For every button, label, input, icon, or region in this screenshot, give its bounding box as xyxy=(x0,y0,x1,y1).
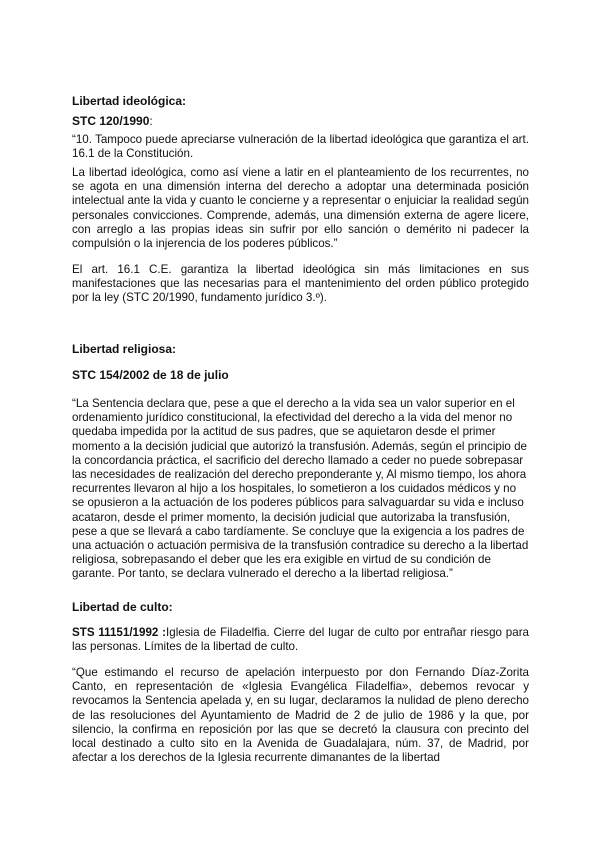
quote-religiosa: “La Sentencia declara que, pese a que el derecho a la vida sea un valor superior en el ordenamiento jurídico constitucional, la efectividad del derecho a la vida del menor no quedaba impedida por la actitud de sus padres, que se aquietaron desde el primer momento a la decisión judicial que autorizó la transfusión. Además, según el principio de la concordancia práctica, el sacrificio del derecho llamado a ceder no puede sobrepasar las necesidades de realización del derecho preponderante y, Al mismo tiempo, los ahora recurrentes llevaron al hijo a los hospitales, lo sometieron a los cuidados médicos y no se opusieron a la actuación de los poderes públicos para salvaguardar su vida e incluso acataron, desde el primer momento, la decisión judicial que autorizaba la transfusión, pese a que se llevará a cabo tardíamente. Se concluye que la exigencia a los padres de una actuación o actuación permisiva de la transfusión contradice su derecho a la libertad religiosa, sobrepasando el deber que les era exigible en virtud de su condición de garante. Por tanto, se declara vulnerado el derecho a la libertad religiosa.” xyxy=(72,397,529,581)
quote-ideologica-p1: “10. Tampoco puede apreciarse vulneración de la libertad ideológica que garantiza el art. 16.1 de la Constitución. xyxy=(72,133,529,161)
quote-culto: “Que estimando el recurso de apelación interpuesto por don Fernando Díaz-Zorita Canto, en representación de «Iglesia Evangélica Filadelfia», debemos revocar y revocamos la Sentencia apelada y, en su lugar, declaramos la nulidad de pleno derecho de las resoluciones del Ayuntamiento de Madrid de 2 de julio de 1986 y la que, por silencio, la confirma en reposición por las que se decretó la clausura con precinto del local destinado a culto sito en la Avenida de Guadalajara, núm. 37, de Madrid, por afectar a los derechos de la Iglesia recurrente dimanantes de la libertad xyxy=(72,666,529,765)
quote-ideologica-p2: La libertad ideológica, como así viene a latir en el planteamiento de los recurrentes, no se agota en una dimensión interna del derecho a adoptar una determinada posición intelectual ante la vida y cuanto le concierne y a representar o enjuiciar la realidad según personales convicciones. Comprende, además, una dimensión externa de agere licere, con arreglo a las propias ideas sin sufrir por ello sanción o demérito ni padecer la compulsión o la injerencia de los poderes públicos.” xyxy=(72,166,529,251)
heading-libertad-religiosa: Libertad religiosa: xyxy=(72,342,177,356)
case-ref-suffix: : xyxy=(149,114,153,128)
case-ref-stc-154-2002: STC 154/2002 de 18 de julio xyxy=(72,368,229,382)
heading-libertad-de-culto: Libertad de culto: xyxy=(72,600,173,614)
commentary-ideologica: El art. 16.1 C.E. garantiza la libertad ideológica sin más limitaciones en sus manifestaciones que las necesarias para el mantenimiento del orden público protegido por la ley (STC 20/1990, fundamento jurídico 3.º). xyxy=(72,263,529,305)
case-ref-text: STS 11151/1992 : xyxy=(72,626,167,639)
case-ref-text: STC 120/1990 xyxy=(72,114,150,128)
case-description: Iglesia de Filadelfia. Cierre del lugar de culto por entrañar riesgo para las personas. Límites de la libertad de culto. xyxy=(72,626,529,654)
heading-libertad-ideologica: Libertad ideológica: xyxy=(72,94,187,108)
case-ref-stc-120-1990 xyxy=(72,114,529,128)
case-ref-sts-11151-1992 xyxy=(72,626,529,654)
